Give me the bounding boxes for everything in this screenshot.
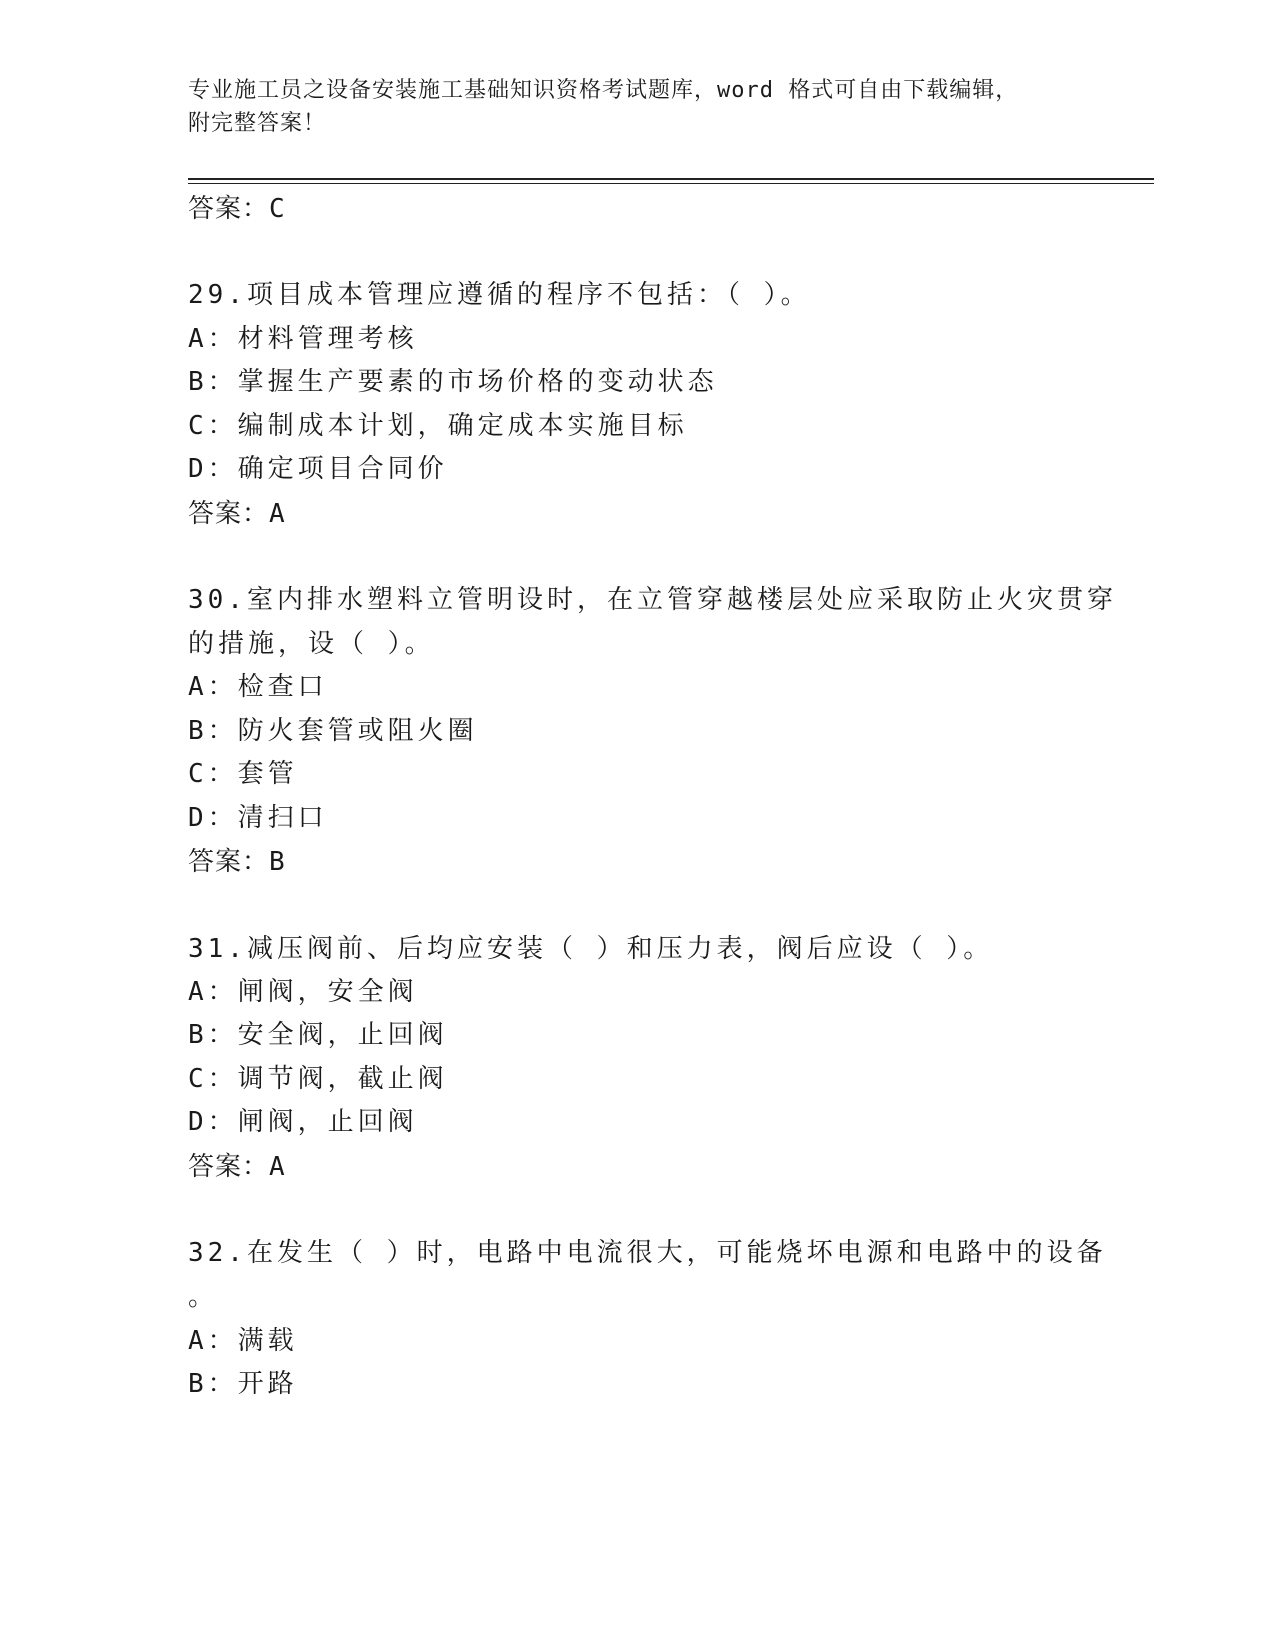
answer-value: A bbox=[269, 1152, 286, 1182]
option-b: B：掌握生产要素的市场价格的变动状态 bbox=[188, 367, 718, 397]
answer-line bbox=[188, 841, 286, 878]
question-stem: 32.在发生（ ）时，电路中电流很大，可能烧坏电源和电路中的设备 bbox=[188, 1238, 1107, 1268]
page-header bbox=[188, 74, 1088, 140]
header-line-1: 专业施工员之设备安装施工基础知识资格考试题库，word 格式可自由下载编辑， bbox=[188, 78, 1019, 103]
answer-line bbox=[188, 493, 286, 530]
option-d: D：闸阀，止回阀 bbox=[188, 1107, 418, 1137]
answer-label: 答案： bbox=[188, 1152, 270, 1182]
header-divider bbox=[188, 178, 1154, 180]
option-c: C：套管 bbox=[188, 759, 298, 789]
question-stem: 31.减压阀前、后均应安装（ ）和压力表，阀后应设（ ）。 bbox=[188, 934, 994, 964]
option-a: A：闸阀，安全阀 bbox=[188, 977, 418, 1007]
answer-label: 答案： bbox=[188, 847, 270, 877]
option-b: B：开路 bbox=[188, 1369, 298, 1399]
option-b: B：安全阀，止回阀 bbox=[188, 1020, 448, 1050]
option-a: A：材料管理考核 bbox=[188, 324, 418, 354]
question-stem-continued: 。 bbox=[188, 1282, 219, 1312]
option-b: B：防火套管或阻火圈 bbox=[188, 716, 478, 746]
option-a: A：检查口 bbox=[188, 672, 328, 702]
answer-value: C bbox=[269, 194, 286, 224]
option-c: C：编制成本计划，确定成本实施目标 bbox=[188, 411, 688, 441]
answer-label: 答案： bbox=[188, 499, 270, 529]
question-stem-continued: 的措施，设（ ）。 bbox=[188, 629, 435, 659]
option-d: D：清扫口 bbox=[188, 803, 328, 833]
option-c: C：调节阀，截止阀 bbox=[188, 1064, 448, 1094]
answer-value: A bbox=[269, 499, 286, 529]
header-divider-thin bbox=[188, 183, 1154, 184]
question-stem: 30.室内排水塑料立管明设时，在立管穿越楼层处应采取防止火灾贯穿 bbox=[188, 585, 1117, 615]
option-a: A：满载 bbox=[188, 1326, 298, 1356]
answer-line bbox=[188, 1146, 286, 1183]
answer-line bbox=[188, 188, 286, 225]
question-stem: 29.项目成本管理应遵循的程序不包括：（ ）。 bbox=[188, 280, 811, 310]
header-line-2: 附完整答案！ bbox=[188, 111, 327, 136]
answer-value: B bbox=[269, 847, 286, 877]
option-d: D：确定项目合同价 bbox=[188, 454, 448, 484]
answer-label: 答案： bbox=[188, 194, 270, 224]
